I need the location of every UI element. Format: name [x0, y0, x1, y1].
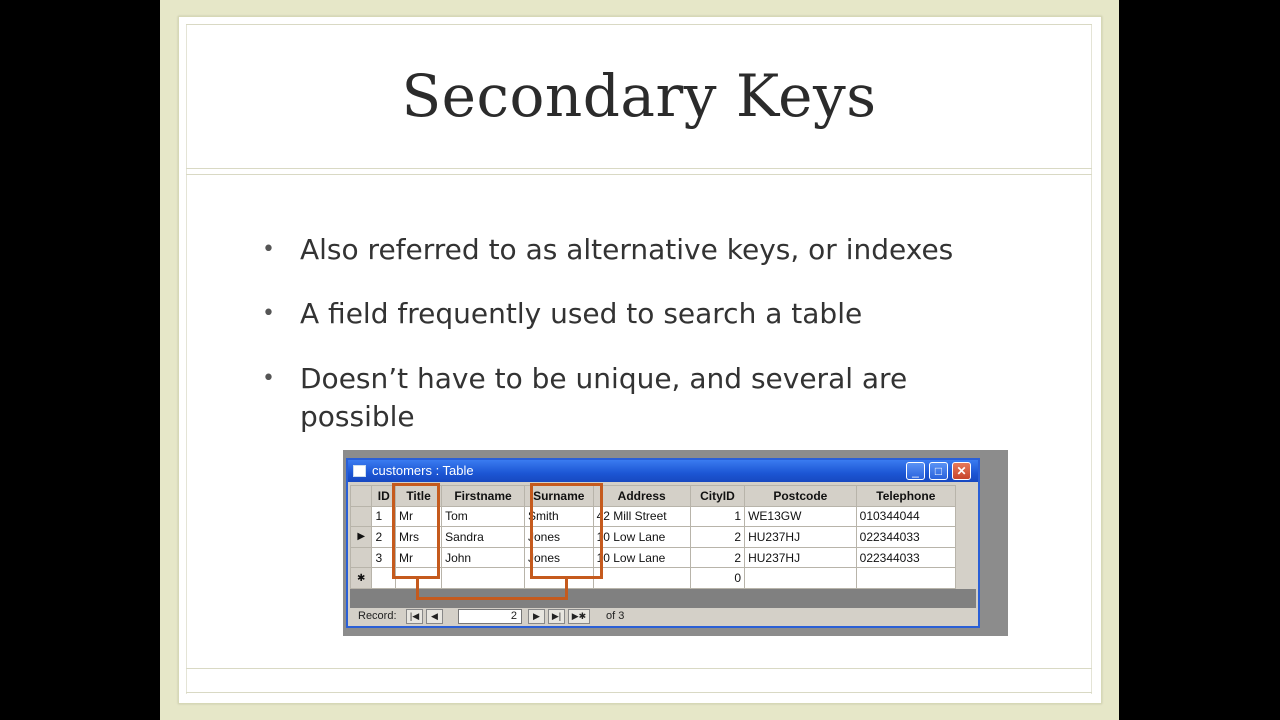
next-record-button[interactable]: ▶	[528, 609, 545, 624]
column-header-title[interactable]: Title	[396, 486, 442, 507]
cell-firstname[interactable]: Tom	[442, 506, 525, 527]
header-row	[351, 486, 956, 507]
cell-id[interactable]: 1	[372, 506, 396, 527]
title-divider-secondary	[186, 174, 1092, 175]
bullet-text: Also referred to as alternative keys, or indexes	[300, 233, 954, 266]
slide-title: Secondary Keys	[401, 62, 877, 130]
table-row[interactable]	[351, 547, 956, 568]
column-header-postcode[interactable]: Postcode	[745, 486, 857, 507]
bullet-dot: •	[262, 301, 275, 326]
record-number-input[interactable]: 2	[458, 609, 522, 624]
cell-cityid[interactable]: 0	[690, 568, 744, 589]
cell-address[interactable]: 10 Low Lane	[593, 527, 690, 548]
new-record-button[interactable]: ▶✱	[568, 609, 590, 624]
cell-telephone[interactable]: 010344044	[856, 506, 955, 527]
cell-cityid[interactable]: 2	[690, 527, 744, 548]
bullet-text: Doesn’t have to be unique, and several are possible	[300, 362, 908, 433]
table-icon	[353, 465, 366, 477]
column-header-surname[interactable]: Surname	[524, 486, 593, 507]
cell-surname[interactable]: Jones	[524, 547, 593, 568]
title-column-highlight	[392, 483, 440, 579]
cell-telephone[interactable]: 022344033	[856, 527, 955, 548]
cell-id[interactable]: 2	[372, 527, 396, 548]
table-row[interactable]	[351, 527, 956, 548]
cell-address[interactable]: 42 Mill Street	[593, 506, 690, 527]
surname-column-highlight	[530, 483, 603, 579]
window-titlebar[interactable]	[348, 460, 978, 482]
footer-divider	[186, 668, 1092, 669]
record-count: of 3	[606, 610, 625, 622]
highlight-connector	[416, 576, 568, 600]
row-selector-current[interactable]: ▶	[351, 527, 372, 548]
record-navigator	[350, 608, 976, 626]
bullet-text: A field frequently used to search a table	[300, 297, 863, 330]
cell-surname[interactable]: Smith	[524, 506, 593, 527]
cell-title[interactable]: Mr	[396, 506, 442, 527]
cell-cityid[interactable]: 1	[690, 506, 744, 527]
access-table-window	[346, 458, 980, 628]
last-record-button[interactable]: ▶|	[548, 609, 565, 624]
close-button[interactable]: ✕	[952, 462, 971, 480]
cell-postcode[interactable]: HU237HJ	[745, 547, 857, 568]
cell-telephone[interactable]: 022344033	[856, 547, 955, 568]
cell-surname[interactable]: Jones	[524, 527, 593, 548]
bullet-dot: •	[262, 237, 275, 262]
cell-cityid[interactable]: 2	[690, 547, 744, 568]
first-record-button[interactable]: |◀	[406, 609, 423, 624]
access-table-screenshot	[343, 450, 1008, 636]
bullet-item	[262, 295, 1020, 333]
slide-frame-top	[186, 24, 1092, 25]
row-selector[interactable]	[351, 506, 372, 527]
cell-telephone[interactable]	[856, 568, 955, 589]
slide-frame-bottom	[186, 692, 1092, 693]
column-header-address[interactable]: Address	[593, 486, 690, 507]
title-divider	[186, 168, 1092, 169]
cell-postcode[interactable]: HU237HJ	[745, 527, 857, 548]
bullet-item	[262, 360, 1000, 436]
cell-address[interactable]	[593, 568, 690, 589]
cell-id[interactable]: 3	[372, 547, 396, 568]
row-selector[interactable]	[351, 547, 372, 568]
minimize-button[interactable]: _	[906, 462, 925, 480]
cell-firstname[interactable]: Sandra	[442, 527, 525, 548]
datasheet-grid	[350, 485, 956, 589]
column-header-cityid[interactable]: CityID	[690, 486, 744, 507]
new-record-icon[interactable]: ✱	[351, 568, 372, 589]
window-title: customers : Table	[372, 463, 474, 478]
record-label: Record:	[358, 610, 397, 622]
column-header-firstname[interactable]: Firstname	[442, 486, 525, 507]
cell-title[interactable]: Mrs	[396, 527, 442, 548]
cell-address[interactable]: 10 Low Lane	[593, 547, 690, 568]
cell-postcode[interactable]	[745, 568, 857, 589]
previous-record-button[interactable]: ◀	[426, 609, 443, 624]
bullet-item	[262, 231, 1020, 269]
column-header-telephone[interactable]: Telephone	[856, 486, 955, 507]
cell-title[interactable]: Mr	[396, 547, 442, 568]
cell-postcode[interactable]: WE13GW	[745, 506, 857, 527]
table-row[interactable]	[351, 506, 956, 527]
row-selector-header	[351, 486, 372, 507]
cell-firstname[interactable]: John	[442, 547, 525, 568]
maximize-button[interactable]: □	[929, 462, 948, 480]
bullet-dot: •	[262, 366, 275, 391]
column-header-id[interactable]: ID	[372, 486, 396, 507]
